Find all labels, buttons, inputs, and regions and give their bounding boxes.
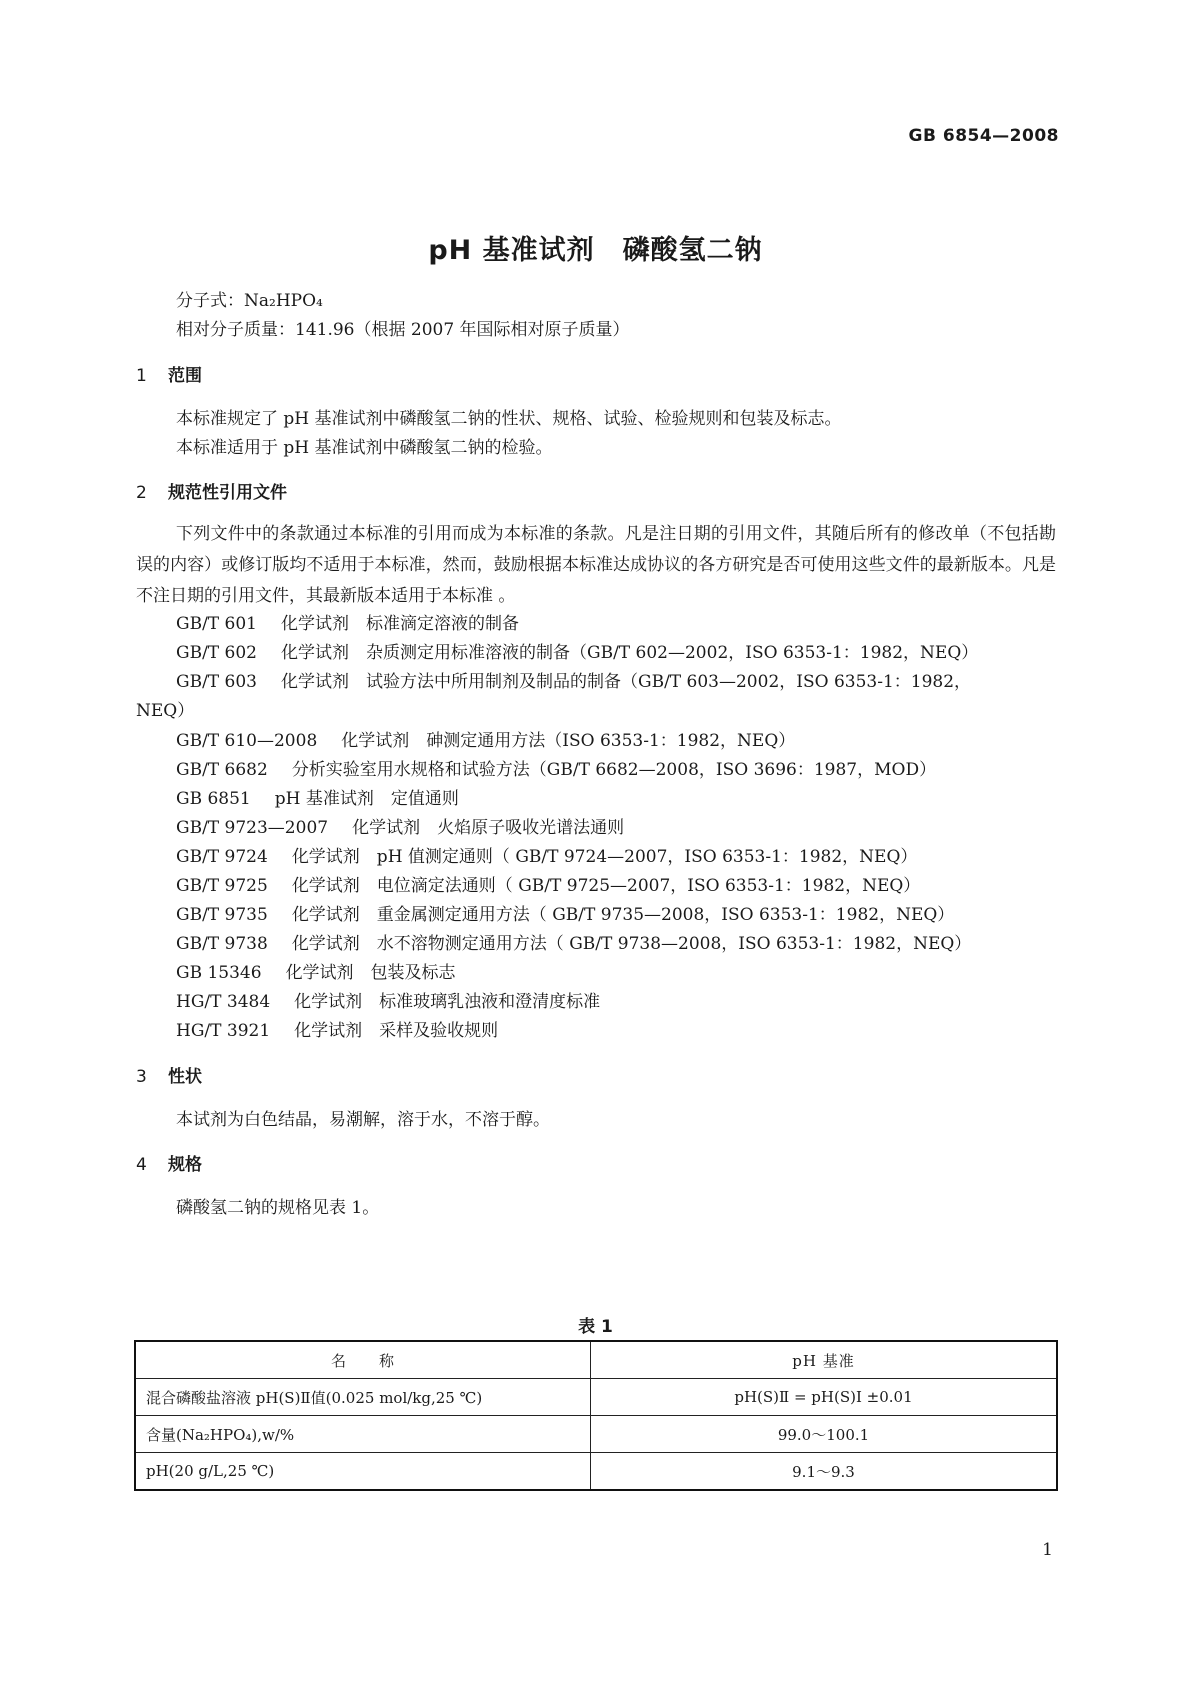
reference-title: 化学试剂 水不溶物测定通用方法（ GB/T 9738—2008，ISO 6353-1：1982，NEQ）	[291, 934, 972, 954]
table-caption: 表 1	[578, 1317, 613, 1337]
reference-code: GB/T 603	[176, 672, 257, 692]
section-number: 3	[136, 1067, 147, 1087]
reference-item	[176, 845, 917, 869]
table-row	[135, 1453, 1057, 1491]
reference-item	[176, 990, 600, 1014]
reference-code: GB/T 601	[176, 614, 257, 634]
reference-title: 化学试剂 采样及验收规则	[294, 1021, 499, 1041]
reference-item	[176, 874, 920, 898]
section-3-heading	[136, 1065, 202, 1089]
reference-item	[176, 641, 978, 665]
reference-code: GB/T 610—2008	[176, 731, 318, 751]
reference-code: GB/T 6682	[176, 760, 268, 780]
reference-code: GB/T 9725	[176, 876, 268, 896]
reference-code: GB/T 602	[176, 643, 257, 663]
section-1-heading	[136, 364, 202, 388]
section-number: 4	[136, 1155, 147, 1175]
section-2-heading	[136, 481, 287, 505]
reference-item	[176, 816, 624, 840]
column-header-ph-standard: pH 基准	[591, 1341, 1058, 1379]
table-cell-name: 混合磷酸盐溶液 pH(S)Ⅱ值(0.025 mol/kg,25 ℃)	[135, 1379, 591, 1416]
table-cell-value: 99.0～100.1	[591, 1416, 1058, 1453]
reference-item	[176, 729, 795, 753]
reference-code: HG/T 3921	[176, 1021, 271, 1041]
reference-title: pH 基准试剂 定值通则	[274, 789, 459, 809]
reference-item	[176, 787, 459, 811]
reference-item	[176, 932, 971, 956]
reference-title: 化学试剂 火焰原子吸收光谱法通则	[352, 818, 625, 838]
reference-item	[176, 612, 519, 636]
reference-code: GB 15346	[176, 963, 262, 983]
scope-paragraph-1: 本标准规定了 pH 基准试剂中磷酸氢二钠的性状、规格、试验、检验规则和包装及标志。	[176, 409, 842, 429]
table-cell-name: pH(20 g/L,25 ℃)	[135, 1453, 591, 1491]
reference-title: 化学试剂 电位滴定法通则（ GB/T 9725—2007，ISO 6353-1：1982，NEQ）	[291, 876, 921, 896]
reference-item	[176, 1019, 498, 1043]
reference-code: GB 6851	[176, 789, 251, 809]
table-cell-value: 9.1～9.3	[591, 1453, 1058, 1491]
table-cell-value: pH(S)Ⅱ = pH(S)Ⅰ ±0.01	[591, 1379, 1058, 1416]
standard-number: GB 6854—2008	[908, 126, 1059, 146]
reference-code: GB/T 9724	[176, 847, 268, 867]
reference-title: 化学试剂 试验方法中所用制剂及制品的制备（GB/T 603—2002，ISO 6353-1：1982，	[281, 672, 972, 692]
reference-code: GB/T 9738	[176, 934, 268, 954]
table-row	[135, 1379, 1057, 1416]
section-title: 规格	[168, 1155, 202, 1175]
reference-item	[176, 961, 456, 985]
specification-paragraph: 磷酸氢二钠的规格见表 1。	[176, 1198, 380, 1218]
normative-references-paragraph: 下列文件中的条款通过本标准的引用而成为本标准的条款。凡是注日期的引用文件，其随后所有的修改单（不包括勘误的内容）或修订版均不适用于本标准，然而，鼓励根据本标准达成协议的各方研究是否可使用这些文件的最新版本。凡是不注日期的引用文件，其最新版本适用于本标准 。	[136, 524, 1056, 606]
reference-title: 化学试剂 重金属测定通用方法（ GB/T 9735—2008，ISO 6353-1：1982，NEQ）	[291, 905, 955, 925]
section-title: 性状	[168, 1067, 202, 1087]
section-number: 1	[136, 366, 147, 386]
reference-item	[176, 670, 971, 694]
section-title: 规范性引用文件	[168, 483, 287, 503]
properties-paragraph: 本试剂为白色结晶，易潮解，溶于水，不溶于醇。	[176, 1110, 550, 1130]
reference-code: GB/T 9735	[176, 905, 268, 925]
reference-title: 分析实验室用水规格和试验方法（GB/T 6682—2008，ISO 3696：1987，MOD）	[291, 760, 937, 780]
reference-code: HG/T 3484	[176, 992, 271, 1012]
reference-title: 化学试剂 砷测定通用方法（ISO 6353-1：1982，NEQ）	[341, 731, 796, 751]
table-cell-name: 含量(Na₂HPO₄),w/%	[135, 1416, 591, 1453]
specification-table	[134, 1340, 1058, 1491]
molecular-mass-line: 相对分子质量：141.96（根据 2007 年国际相对原子质量）	[176, 320, 630, 340]
section-title: 范围	[168, 366, 202, 386]
column-header-name: 名 称	[135, 1341, 591, 1379]
document-title: pH 基准试剂 磷酸氢二钠	[428, 235, 763, 266]
reference-title: 化学试剂 杂质测定用标准溶液的制备（GB/T 602—2002，ISO 6353-1：1982，NEQ）	[281, 643, 979, 663]
reference-continuation: NEQ）	[136, 701, 195, 721]
reference-item	[176, 758, 936, 782]
reference-title: 化学试剂 包装及标志	[285, 963, 456, 983]
reference-item	[176, 903, 954, 927]
section-number: 2	[136, 483, 147, 503]
table-row	[135, 1416, 1057, 1453]
page-number: 1	[1042, 1540, 1053, 1560]
reference-title: 化学试剂 pH 值测定通则（ GB/T 9724—2007，ISO 6353-1：1982，NEQ）	[291, 847, 918, 867]
formula-line: 分子式：Na₂HPO₄	[176, 291, 323, 311]
reference-title: 化学试剂 标准玻璃乳浊液和澄清度标准	[294, 992, 601, 1012]
scope-paragraph-2: 本标准适用于 pH 基准试剂中磷酸氢二钠的检验。	[176, 438, 553, 458]
reference-title: 化学试剂 标准滴定溶液的制备	[281, 614, 519, 634]
table-header-row	[135, 1341, 1057, 1379]
reference-code: GB/T 9723—2007	[176, 818, 329, 838]
section-4-heading	[136, 1153, 202, 1177]
